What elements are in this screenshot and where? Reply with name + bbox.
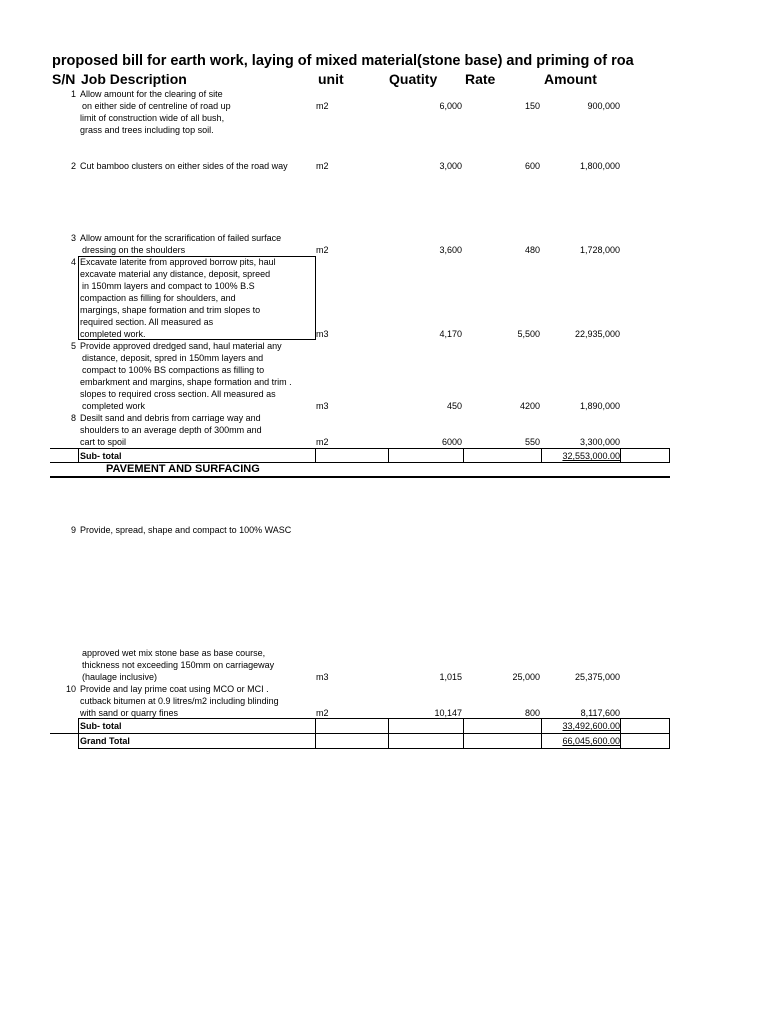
item-desc-line: completed work. — [80, 329, 146, 339]
grid-line — [388, 448, 389, 463]
header-unit: unit — [318, 71, 344, 87]
item-desc-line: limit of construction wide of all bush, — [80, 113, 225, 123]
item-unit: m2 — [316, 101, 329, 111]
subtotal-1-label: Sub- total — [80, 451, 122, 461]
item-desc-line: shoulders to an average depth of 300mm and — [80, 425, 262, 435]
item-amount: 1,728,000 — [579, 245, 620, 255]
item-quantity: 3,600 — [439, 245, 462, 255]
item-desc-line: distance, deposit, spred in 150mm layers and — [82, 353, 264, 363]
item-desc-line: thickness not exceeding 150mm on carriageway — [82, 660, 275, 670]
header-quantity: Quatity — [389, 71, 438, 87]
header-sn: S/N — [52, 71, 76, 87]
item-unit: m2 — [316, 161, 329, 171]
item-amount: 3,300,000 — [579, 437, 620, 447]
section-heading: PAVEMENT AND SURFACING — [106, 463, 260, 475]
item-desc-line: (haulage inclusive) — [82, 672, 158, 682]
item-amount: 1,800,000 — [579, 161, 620, 171]
item-quantity: 6000 — [441, 437, 462, 447]
item-desc-line: Desilt sand and debris from carriage way and — [80, 413, 261, 423]
item-desc-line: embarkment and margins, shape formation and trim . — [80, 377, 292, 387]
grid-line — [50, 733, 670, 734]
grid-line — [78, 448, 79, 463]
item-desc-line: compact to 100% BS compactions as filling to — [82, 365, 265, 375]
header-job-description: Job Description — [81, 71, 187, 87]
item-desc-line: on either side of centreline of road up — [82, 101, 231, 111]
item-desc-line: Provide and lay prime coat using MCO or MCI . — [80, 684, 269, 694]
grid-line — [541, 448, 542, 463]
grid-line — [315, 448, 316, 463]
grid-line — [620, 448, 621, 463]
item-sn: 8 — [70, 413, 76, 423]
item-amount: 1,890,000 — [579, 401, 620, 411]
item-desc-line: cutback bitumen at 0.9 litres/m2 including blinding — [80, 696, 279, 706]
item-unit: m2 — [316, 437, 329, 447]
item-quantity: 4,170 — [439, 329, 462, 339]
grid-line — [50, 476, 670, 478]
item-desc-line: dressing on the shoulders — [82, 245, 186, 255]
item-sn: 3 — [70, 233, 76, 243]
item-desc-line: grass and trees including top soil. — [80, 125, 214, 135]
item-rate: 4200 — [519, 401, 540, 411]
item-desc-line: cart to spoil — [80, 437, 127, 447]
item-amount: 900,000 — [587, 101, 620, 111]
page-title: proposed bill for earth work, laying of mixed material(stone base) and priming of roa — [52, 53, 634, 69]
item-rate: 150 — [524, 101, 540, 111]
grid-line — [50, 448, 670, 449]
item-desc-line: Allow amount for the clearing of site — [80, 89, 223, 99]
subtotal-2-label: Sub- total — [80, 721, 122, 731]
item-rate: 25,000 — [512, 672, 540, 682]
item-quantity: 1,015 — [439, 672, 462, 682]
item-desc-line: Allow amount for the scrarification of failed surface — [80, 233, 282, 243]
grid-line — [620, 718, 621, 749]
grand-total-label: Grand Total — [80, 736, 130, 746]
item-unit: m3 — [316, 401, 329, 411]
grid-line — [669, 448, 670, 463]
grid-line — [669, 718, 670, 749]
item-sn: 9 — [70, 525, 76, 535]
item-rate: 5,500 — [517, 329, 540, 339]
header-rate: Rate — [465, 71, 496, 87]
grid-line — [78, 748, 670, 749]
header-amount: Amount — [544, 71, 597, 87]
item-quantity: 3,000 — [439, 161, 462, 171]
item-sn: 2 — [70, 161, 76, 171]
item-desc-line: margings, shape formation and trim slopes to — [80, 305, 261, 315]
grid-line — [463, 718, 464, 749]
subtotal-2-amount: 33,492,600.00 — [562, 721, 620, 731]
item-rate: 480 — [524, 245, 540, 255]
item-quantity: 450 — [446, 401, 462, 411]
item-rate: 550 — [524, 437, 540, 447]
item-desc-line: slopes to required cross section. All measured as — [80, 389, 276, 399]
item-amount: 22,935,000 — [574, 329, 620, 339]
item-sn: 1 — [70, 89, 76, 99]
item-unit: m2 — [316, 708, 329, 718]
item-desc-line: compaction as filling for shoulders, and — [80, 293, 236, 303]
item-desc-line: required section. All measured as — [80, 317, 214, 327]
item-desc-line: completed work — [82, 401, 146, 411]
item-desc-line: with sand or quarry fines — [80, 708, 179, 718]
item-quantity: 10,147 — [434, 708, 462, 718]
item-amount: 25,375,000 — [574, 672, 620, 682]
grid-line — [388, 718, 389, 749]
subtotal-1-amount: 32,553,000.00 — [562, 451, 620, 461]
item-unit: m3 — [316, 672, 329, 682]
item-unit: m3 — [316, 329, 329, 339]
item-sn: 5 — [70, 341, 76, 351]
grid-line — [541, 718, 542, 749]
grid-line — [78, 718, 670, 719]
grid-line — [463, 448, 464, 463]
item-quantity: 6,000 — [439, 101, 462, 111]
item-desc-line: Cut bamboo clusters on either sides of the road way — [80, 161, 288, 171]
item-desc-line: Provide approved dredged sand, haul material any — [80, 341, 282, 351]
item-sn: 10 — [65, 684, 76, 694]
item-unit: m2 — [316, 245, 329, 255]
grid-line — [78, 718, 79, 749]
item-rate: 800 — [524, 708, 540, 718]
grand-total-amount: 66,045,600.00 — [562, 736, 620, 746]
item-desc-line: Provide, spread, shape and compact to 100% WASC — [80, 525, 292, 535]
item-desc-line: in 150mm layers and compact to 100% B.S — [82, 281, 255, 291]
item-sn: 4 — [70, 257, 76, 267]
item-rate: 600 — [524, 161, 540, 171]
item-amount: 8,117,600 — [580, 708, 620, 718]
item-desc-line: approved wet mix stone base as base course, — [82, 648, 266, 658]
grid-line — [315, 718, 316, 749]
item-desc-line: excavate material any distance, deposit, spreed — [80, 269, 271, 279]
item-desc-line: Excavate laterite from approved borrow pits, haul — [80, 257, 276, 267]
